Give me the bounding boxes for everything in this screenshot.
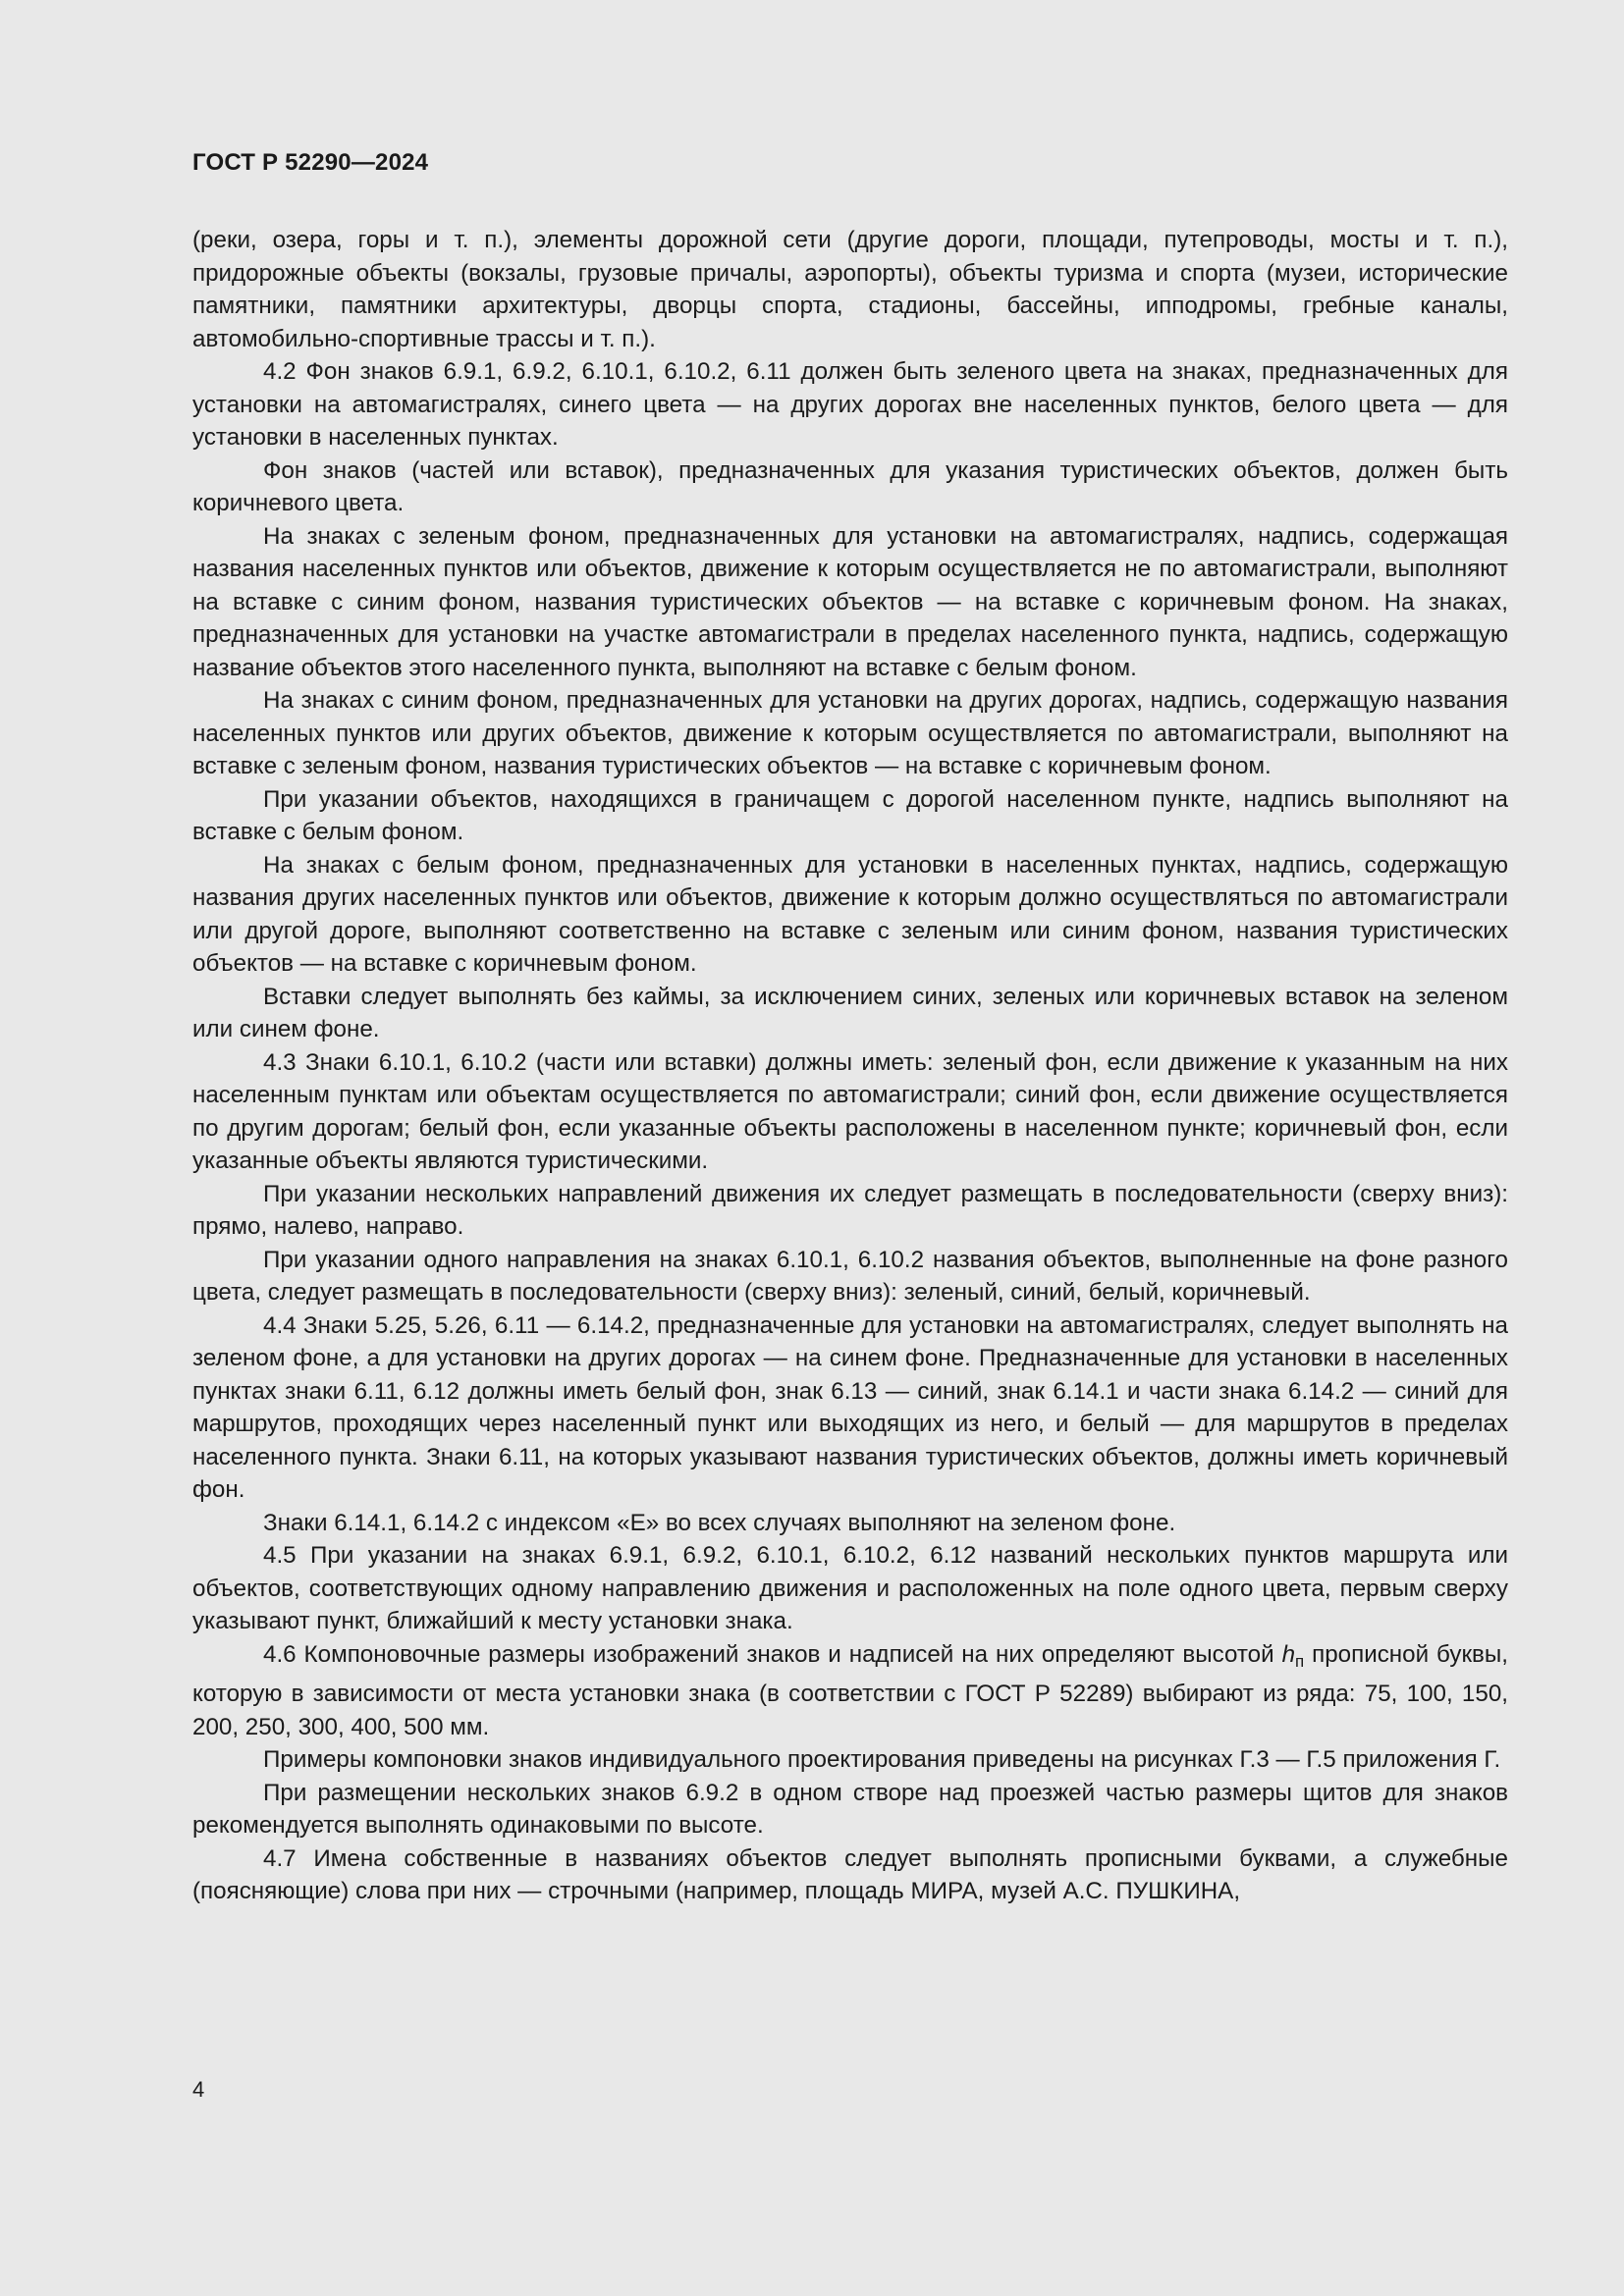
paragraph: При указании одного направления на знаках 6.10.1, 6.10.2 названия объектов, выполненные на фоне разного цвета, следует размещать в последовательности (сверху вниз): зеленый, синий, белый, коричневый. bbox=[192, 1246, 1508, 1306]
paragraph: При указании объектов, находящихся в граничащем с дорогой населенном пункте, надпись выполняют на вставке с белым фоном. bbox=[192, 785, 1508, 845]
paragraph-4-5: 4.5 При указании на знаках 6.9.1, 6.9.2, 6.10.1, 6.10.2, 6.12 названий нескольких пунктов маршрута или объектов, соответствующих одному направлению движения и расположенных на поле одного цвета, первым сверху указывают пункт, ближайший к месту установки знака. bbox=[192, 1542, 1508, 1634]
paragraph-4-4: 4.4 Знаки 5.25, 5.26, 6.11 — 6.14.2, предназначенные для установки на автомагистралях, следует выполнять на зеленом фоне, а для установки на других дорогах — на синем фоне. Предназначенные для установки в населенных пунктах знаки 6.11, 6.12 должны иметь белый фон, знак 6.13 — синий, знак 6.14.1 и части знака 6.14.2 — синий для маршрутов, проходящих через населенный пункт или выходящих из него, и белый — для маршрутов в пределах населенного пункта. Знаки 6.11, на которых указывают названия туристических объектов, должны иметь коричневый фон. bbox=[192, 1311, 1508, 1503]
paragraph-continuation: (реки, озера, горы и т. п.), элементы дорожной сети (другие дороги, площади, путепроводы, мосты и т. п.), придорожные объекты (вокзалы, грузовые причалы, аэропорты), объекты туризма и спорта (музеи, исторические памятники, памятники архитектуры, дворцы спорта, стадионы, бассейны, ипподромы, гребные каналы, автомобильно-спортивные трассы и т. п.). bbox=[192, 227, 1508, 352]
paragraph: Фон знаков (частей или вставок), предназначенных для указания туристических объектов, должен быть коричневого цвета. bbox=[192, 456, 1508, 516]
paragraph: На знаках с синим фоном, предназначенных для установки на других дорогах, надпись, содержащую названия населенных пунктов или других объектов, движение к которым осуществляется по автомагистрали, выполняют на вставке с зеленым фоном, названия туристических объектов — на вставке с коричневым фоном. bbox=[192, 687, 1508, 779]
paragraph-4-6 bbox=[192, 1638, 1508, 1744]
letter-height-symbol: h bbox=[1281, 1640, 1296, 1668]
paragraph: На знаках с белым фоном, предназначенных для установки в населенных пунктах, надпись, содержащую названия других населенных пунктов или объектов, движение к которым должно осуществляться по автомагистрали или другой дороге, выполняют соответственно на вставке с зеленым или синим фоном, названия туристических объектов — на вставке с коричневым фоном. bbox=[192, 851, 1508, 977]
document-header: ГОСТ Р 52290—2024 bbox=[192, 149, 429, 176]
paragraph-4-2: 4.2 Фон знаков 6.9.1, 6.9.2, 6.10.1, 6.10.2, 6.11 должен быть зеленого цвета на знаках, предназначенных для установки на автомагистралях, синего цвета — на других дорогах вне населенных пунктов, белого цвета — для установки в населенных пунктах. bbox=[192, 358, 1508, 451]
letter-height-subscript: п bbox=[1295, 1651, 1305, 1671]
paragraph: На знаках с зеленым фоном, предназначенных для установки на автомагистралях, надпись, содержащая названия населенных пунктов или объектов, движение к которым осуществляется не по автомагистрали, выполняют на вставке с синим фоном, названия туристических объектов — на вставке с коричневым фоном. На знаках, предназначенных для установки на участке автомагистрали в пределах населенного пункта, надпись, содержащую название объектов этого населенного пункта, выполняют на вставке с белым фоном. bbox=[192, 522, 1508, 681]
body-text bbox=[192, 224, 1508, 1908]
paragraph-4-6-before: 4.6 Компоновочные размеры изображений знаков и надписей на них определяют высотой bbox=[263, 1640, 1282, 1668]
paragraph-4-7: 4.7 Имена собственные в названиях объектов следует выполнять прописными буквами, а служебные (поясняющие) слова при них — строчными (например, площадь МИРА, музей А.С. ПУШКИНА, bbox=[192, 1844, 1508, 1905]
paragraph: Вставки следует выполнять без каймы, за исключением синих, зеленых или коричневых вставок на зеленом или синем фоне. bbox=[192, 983, 1508, 1042]
paragraph: При размещении нескольких знаков 6.9.2 в одном створе над проезжей частью размеры щитов для знаков рекомендуется выполнять одинаковыми по высоте. bbox=[192, 1779, 1508, 1840]
paragraph-4-6-after: прописной буквы, которую в зависимости от места установки знака (в соответствии с ГОСТ Р 52289) выбирают из ряда: 75, 100, 150, 200, 250, 300, 400, 500 мм. bbox=[192, 1640, 1509, 1740]
paragraph: Примеры компоновки знаков индивидуального проектирования приведены на рисунках Г.3 — Г.5 приложения Г. bbox=[263, 1746, 1501, 1774]
paragraph-4-3: 4.3 Знаки 6.10.1, 6.10.2 (части или вставки) должны иметь: зеленый фон, если движение к указанным на них населенным пунктам или объектам осуществляется по автомагистрали; синий фон, если движение осуществляется по другим дорогам; белый фон, если указанные объекты расположены в населенном пункте; коричневый фон, если указанные объекты являются туристическими. bbox=[192, 1048, 1508, 1174]
paragraph: Знаки 6.14.1, 6.14.2 с индексом «E» во всех случаях выполняют на зеленом фоне. bbox=[263, 1509, 1176, 1536]
page-number: 4 bbox=[192, 2077, 205, 2102]
paragraph: При указании нескольких направлений движения их следует размещать в последовательности (сверху вниз): прямо, налево, направо. bbox=[192, 1180, 1508, 1240]
